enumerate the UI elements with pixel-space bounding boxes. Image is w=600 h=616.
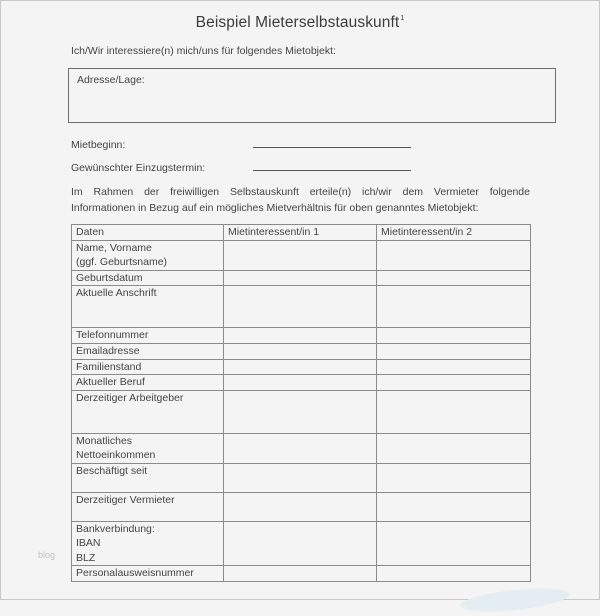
title-footnote-marker: 1 bbox=[400, 15, 405, 22]
applicant-1-cell[interactable] bbox=[224, 390, 377, 433]
consent-paragraph bbox=[71, 184, 530, 216]
applicant-2-cell[interactable] bbox=[377, 521, 531, 566]
row-label-line: Nettoeinkommen bbox=[76, 449, 156, 461]
row-label-line: Telefonnummer bbox=[76, 329, 149, 341]
row-label-line: Familienstand bbox=[76, 360, 142, 373]
row-label-line: Monatliches bbox=[76, 434, 133, 447]
row-label-line: Aktueller Beruf bbox=[76, 376, 145, 388]
table-row bbox=[72, 375, 531, 391]
row-label-line: Geburtsdatum bbox=[76, 271, 143, 284]
applicant-1-cell[interactable] bbox=[224, 492, 377, 521]
paragraph-line-1: Im Rahmen der freiwilligen Selbstauskunft erteile(n) ich/wir dem Vermieter folgende bbox=[71, 186, 530, 198]
row-label bbox=[72, 433, 224, 463]
title-text: Beispiel Mieterselbstauskunft bbox=[195, 14, 400, 31]
table-header-row bbox=[72, 225, 531, 241]
applicant-2-cell[interactable] bbox=[377, 286, 531, 328]
header-data: Daten bbox=[72, 225, 224, 241]
paragraph-line-2: Informationen in Bezug auf ein mögliches Mietverhältnis für oben genanntes Mietobjekt: bbox=[71, 202, 479, 214]
row-label bbox=[72, 463, 224, 492]
row-label bbox=[72, 240, 224, 270]
header-applicant-1: Mietinteressent/in 1 bbox=[224, 225, 377, 241]
row-label-line: Derzeitiger Arbeitgeber bbox=[76, 391, 184, 404]
applicant-1-cell[interactable] bbox=[224, 328, 377, 344]
row-label-line: Name, Vorname bbox=[76, 241, 152, 254]
rent-start-label: Mietbeginn: bbox=[71, 139, 126, 151]
address-label: Adresse/Lage: bbox=[77, 74, 145, 86]
row-label-line: Beschäftigt seit bbox=[76, 464, 148, 477]
table-row bbox=[72, 433, 531, 463]
applicant-1-cell[interactable] bbox=[224, 344, 377, 360]
document-title bbox=[0, 14, 600, 32]
applicant-2-cell[interactable] bbox=[377, 270, 531, 286]
applicant-2-cell[interactable] bbox=[377, 492, 531, 521]
applicant-1-cell[interactable] bbox=[224, 359, 377, 375]
table-row bbox=[72, 270, 531, 286]
move-in-date-field-line[interactable] bbox=[253, 170, 411, 171]
row-label bbox=[72, 286, 224, 328]
row-label-line: Aktuelle Anschrift bbox=[76, 287, 157, 299]
applicant-1-cell[interactable] bbox=[224, 433, 377, 463]
applicant-1-cell[interactable] bbox=[224, 463, 377, 492]
table-row bbox=[72, 521, 531, 566]
applicant-1-cell[interactable] bbox=[224, 566, 377, 582]
watermark-text: blog bbox=[38, 550, 56, 560]
applicant-2-cell[interactable] bbox=[377, 344, 531, 360]
table-row bbox=[72, 344, 531, 360]
row-label bbox=[72, 344, 224, 360]
table-row bbox=[72, 286, 531, 328]
applicant-2-cell[interactable] bbox=[377, 359, 531, 375]
table-row bbox=[72, 463, 531, 492]
row-label bbox=[72, 375, 224, 391]
row-label bbox=[72, 566, 224, 582]
move-in-date-label: Gewünschter Einzugstermin: bbox=[71, 162, 206, 174]
applicant-1-cell[interactable] bbox=[224, 375, 377, 391]
applicant-2-cell[interactable] bbox=[377, 240, 531, 270]
table-row bbox=[72, 328, 531, 344]
row-label-line: Emailadresse bbox=[76, 345, 140, 357]
intro-text: Ich/Wir interessiere(n) mich/uns für folgendes Mietobjekt: bbox=[71, 45, 336, 57]
applicant-2-cell[interactable] bbox=[377, 566, 531, 582]
row-label bbox=[72, 359, 224, 375]
applicant-2-cell[interactable] bbox=[377, 375, 531, 391]
applicant-2-cell[interactable] bbox=[377, 328, 531, 344]
row-label bbox=[72, 270, 224, 286]
row-label bbox=[72, 328, 224, 344]
row-label-line: BLZ bbox=[76, 551, 96, 564]
row-label-line: IBAN bbox=[76, 537, 101, 549]
applicant-1-cell[interactable] bbox=[224, 270, 377, 286]
row-label-line: Bankverbindung: bbox=[76, 522, 155, 535]
applicant-2-cell[interactable] bbox=[377, 433, 531, 463]
rent-start-field-line[interactable] bbox=[253, 147, 411, 148]
applicant-1-cell[interactable] bbox=[224, 240, 377, 270]
table-row bbox=[72, 359, 531, 375]
table-row bbox=[72, 492, 531, 521]
self-disclosure-table bbox=[71, 224, 531, 582]
table-row bbox=[72, 566, 531, 582]
applicant-1-cell[interactable] bbox=[224, 521, 377, 566]
applicant-2-cell[interactable] bbox=[377, 390, 531, 433]
applicant-2-cell[interactable] bbox=[377, 463, 531, 492]
row-label-line: Personalausweisnummer bbox=[76, 567, 194, 579]
row-label-line: Derzeitiger Vermieter bbox=[76, 493, 175, 506]
table-row bbox=[72, 240, 531, 270]
header-applicant-2: Mietinteressent/in 2 bbox=[377, 225, 531, 241]
row-label bbox=[72, 390, 224, 433]
row-label bbox=[72, 492, 224, 521]
applicant-1-cell[interactable] bbox=[224, 286, 377, 328]
row-label bbox=[72, 521, 224, 566]
row-label-line: (ggf. Geburtsname) bbox=[76, 256, 168, 268]
address-input-box[interactable] bbox=[68, 68, 556, 123]
table-row bbox=[72, 390, 531, 433]
